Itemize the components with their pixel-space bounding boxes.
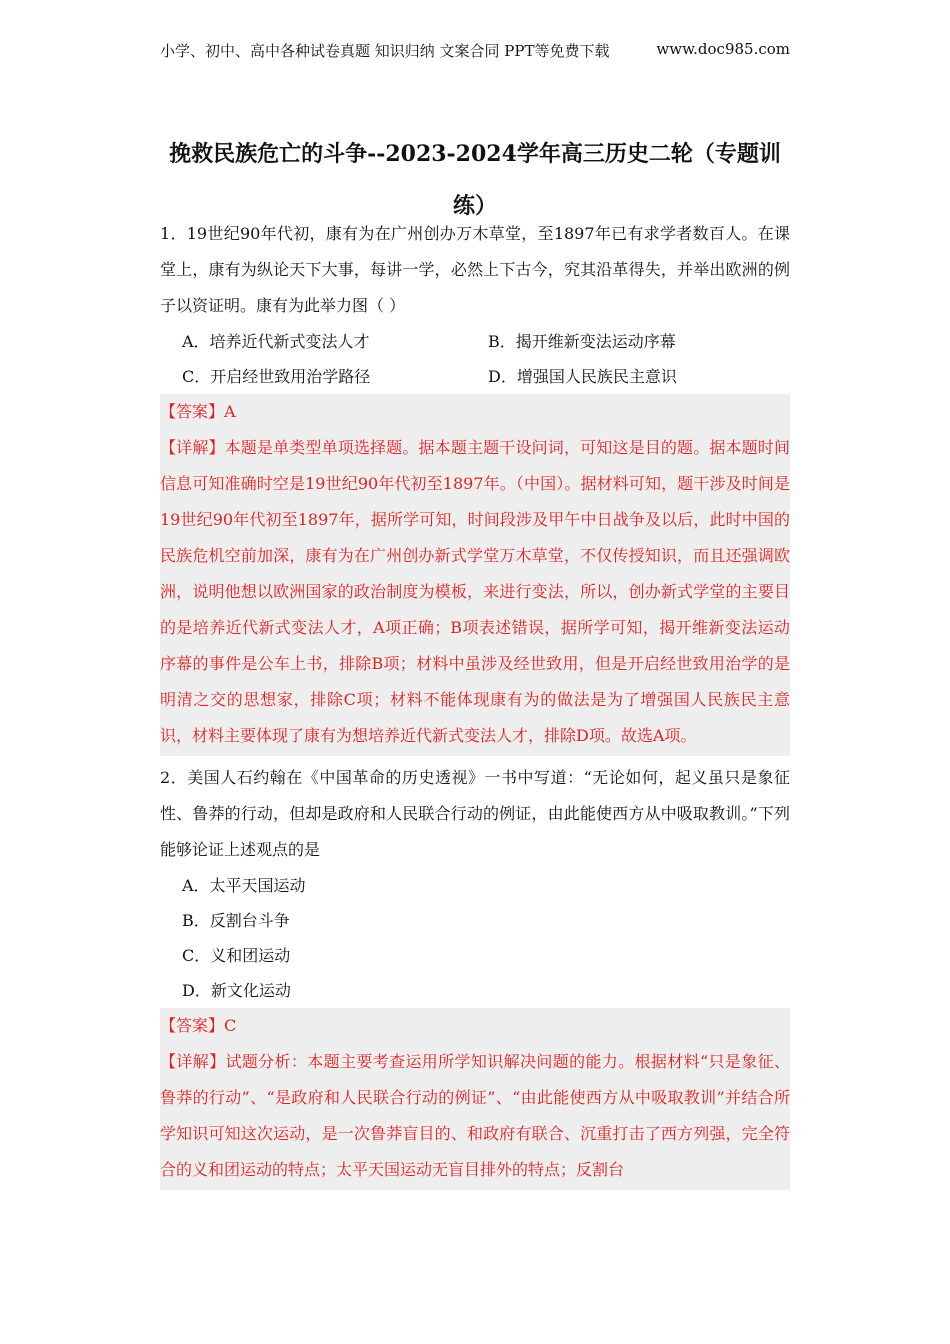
option-d: D．增强国人民族民主意识 xyxy=(488,367,677,386)
header-promo-text: 小学、初中、高中各种试卷真题 知识归纳 文案合同 PPT等免费下载 xyxy=(160,42,610,60)
question-2 xyxy=(160,760,790,1190)
option-c: C．义和团运动 xyxy=(182,946,291,965)
options-list xyxy=(160,324,790,394)
detail-tag: 【详解】 xyxy=(160,1052,226,1071)
document-body xyxy=(160,216,790,1190)
option-a: A．太平天国运动 xyxy=(182,876,306,895)
header-site-url[interactable]: www.doc985.com xyxy=(656,40,790,58)
option-a: A．培养近代新式变法人才 xyxy=(182,332,370,351)
question-stem: 2．美国人石约翰在《中国革命的历史透视》一书中写道：“无论如何，起义虽只是象征性、鲁莽的行动，但却是政府和人民联合行动的例证，由此能使西方从中吸取教训。”下列能够论证上述观点的是 xyxy=(160,768,790,859)
question-stem: 1．19世纪90年代初，康有为在广州创办万木草堂，至1897年已有求学者数百人。在课堂上，康有为纵论天下大事，每讲一学，必然上下古今，究其沿革得失，并举出欧洲的例子以资证明。康有为此举力图（ ） xyxy=(160,224,790,315)
answer-value: A xyxy=(224,402,236,421)
answer-line xyxy=(160,1008,790,1044)
answer-tag: 【答案】 xyxy=(160,1016,225,1035)
answer-block xyxy=(160,394,790,756)
detail-text xyxy=(160,430,790,754)
option-d: D．新文化运动 xyxy=(182,981,291,1000)
option-b: B．反割台斗争 xyxy=(182,911,290,930)
options-list xyxy=(160,868,790,1008)
answer-block xyxy=(160,1008,790,1190)
answer-tag: 【答案】 xyxy=(160,402,225,421)
detail-body: 试题分析：本题主要考查运用所学知识解决问题的能力。根据材料“只是象征、鲁莽的行动”、“是政府和人民联合行动的例证”、“由此能使西方从中吸取教训”并结合所学知识可知这次运动，是一次鲁莽盲目的、和政府有联合、沉重打击了西方列强，完全符合的义和团运动的特点；太平天国运动无盲目排外的特点；反割台 xyxy=(160,1052,790,1179)
option-b: B．揭开维新变法运动序幕 xyxy=(488,332,676,351)
answer-value: C xyxy=(224,1016,237,1035)
option-c: C．开启经世致用治学路径 xyxy=(182,367,371,386)
detail-text xyxy=(160,1044,790,1188)
answer-line xyxy=(160,394,790,430)
detail-body: 本题是单类型单项选择题。据本题主题干设问词，可知这是目的题。据本题时间信息可知准确时空是19世纪90年代初至1897年。（中国）。据材料可知，题干涉及时间是19世纪90年代初至1897年，据所学可知，时间段涉及甲午中日战争及以后，此时中国的民族危机空前加深，康有为在广州创办新式学堂万木草堂，不仅传授知识，而且还强调欧洲，说明他想以欧洲国家的政治制度为模板，来进行变法，所以，创办新式学堂的主要目的是培养近代新式变法人才，A项正确；B项表述错误，据所学可知，揭开维新变法运动序幕的事件是公车上书，排除B项；材料中虽涉及经世致用，但是开启经世致用治学的是明清之交的思想家，排除C项；材料不能体现康有为的做法是为了增强国人民族民主意识，材料主要体现了康有为想培养近代新式变法人才，排除D项。故选A项。 xyxy=(160,438,790,745)
question-1 xyxy=(160,216,790,756)
page-header xyxy=(160,40,790,61)
detail-tag: 【详解】 xyxy=(160,438,225,457)
page-title: 挽救民族危亡的斗争--2023-2024学年高三历史二轮（专题训练） xyxy=(169,141,781,219)
